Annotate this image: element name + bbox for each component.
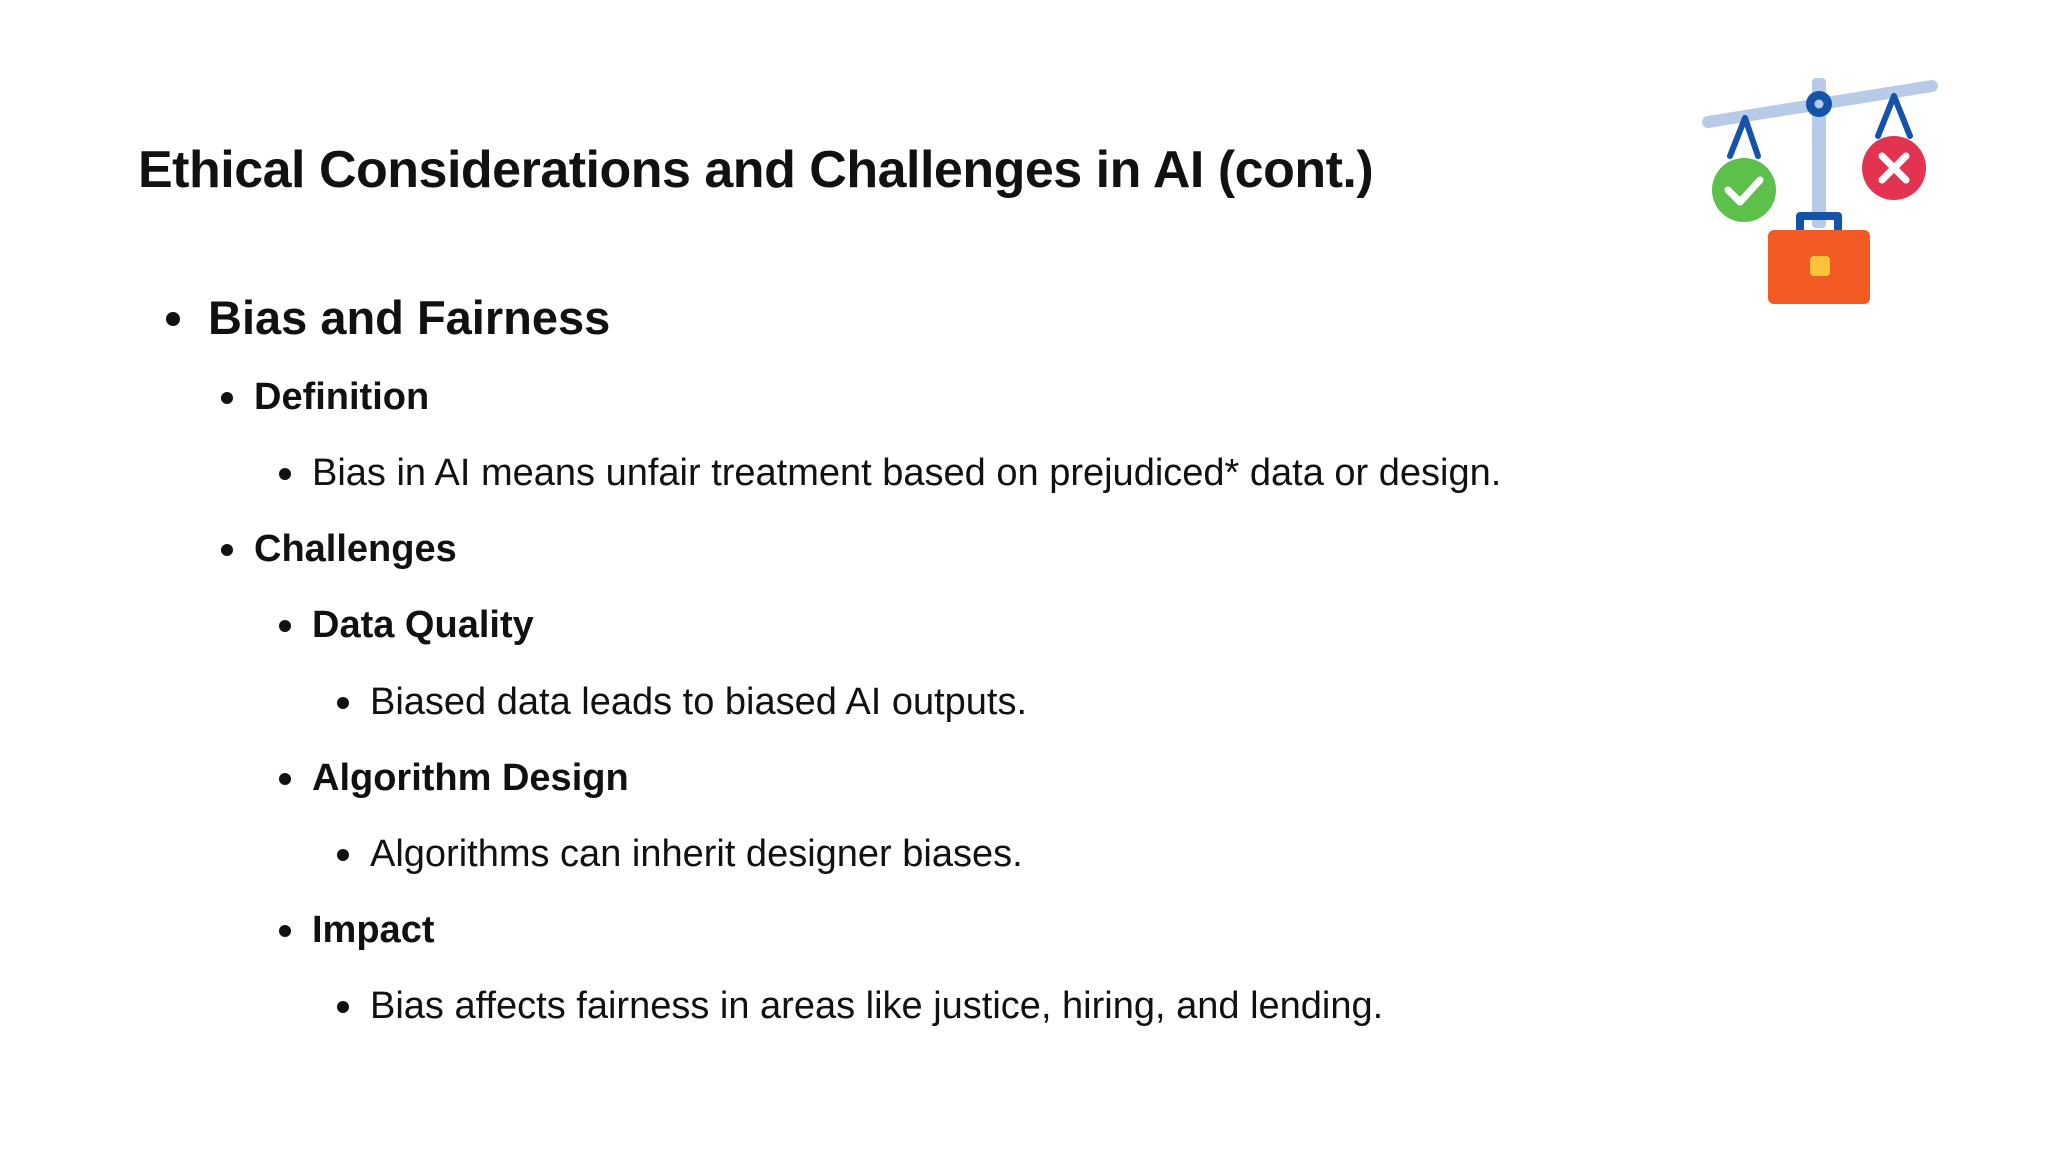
bullet-dot: [337, 697, 349, 709]
bullet-dot: [166, 312, 180, 326]
cross-icon: [1862, 136, 1926, 200]
bullet-label: Bias and Fairness: [208, 291, 611, 344]
bullet-label: Data Quality: [312, 604, 534, 646]
bullet-definition-text: [312, 448, 1501, 498]
bullet-data-quality: [312, 600, 534, 650]
slide-title: Ethical Considerations and Challenges in AI (cont.): [138, 141, 1374, 199]
bullet-dot: [279, 468, 291, 480]
bullet-dot: [279, 620, 291, 632]
bullet-impact-text: [370, 981, 1383, 1031]
bullet-dot: [221, 392, 233, 404]
briefcase-icon: [1768, 230, 1870, 304]
bullet-bias-fairness: [208, 288, 610, 348]
right-hanger: [1878, 96, 1910, 136]
bullet-algorithm-design: [312, 753, 629, 803]
bullet-data-quality-text: [370, 677, 1027, 727]
bullet-challenges: [254, 524, 457, 574]
bullet-label: Bias affects fairness in areas like justice, hiring, and lending.: [370, 985, 1384, 1027]
balance-scale-icon: [1690, 70, 1950, 310]
bullet-dot: [279, 773, 291, 785]
bullet-dot: [279, 925, 291, 937]
bullet-dot: [337, 1001, 349, 1013]
bullet-label: Algorithm Design: [312, 757, 629, 799]
bullet-label: Impact: [312, 909, 435, 951]
bullet-algorithm-design-text: [370, 829, 1023, 879]
bullet-label: Bias in AI means unfair treatment based on prejudiced* data or design.: [312, 452, 1502, 494]
bullet-label: Challenges: [254, 528, 457, 570]
bullet-dot: [337, 849, 349, 861]
bullet-label: Algorithms can inherit designer biases.: [370, 833, 1023, 875]
bullet-label: Definition: [254, 376, 430, 418]
bullet-dot: [221, 544, 233, 556]
check-icon: [1712, 158, 1776, 222]
bullet-label: Biased data leads to biased AI outputs.: [370, 681, 1028, 723]
bullet-impact: [312, 905, 434, 955]
bullet-definition: [254, 372, 429, 422]
